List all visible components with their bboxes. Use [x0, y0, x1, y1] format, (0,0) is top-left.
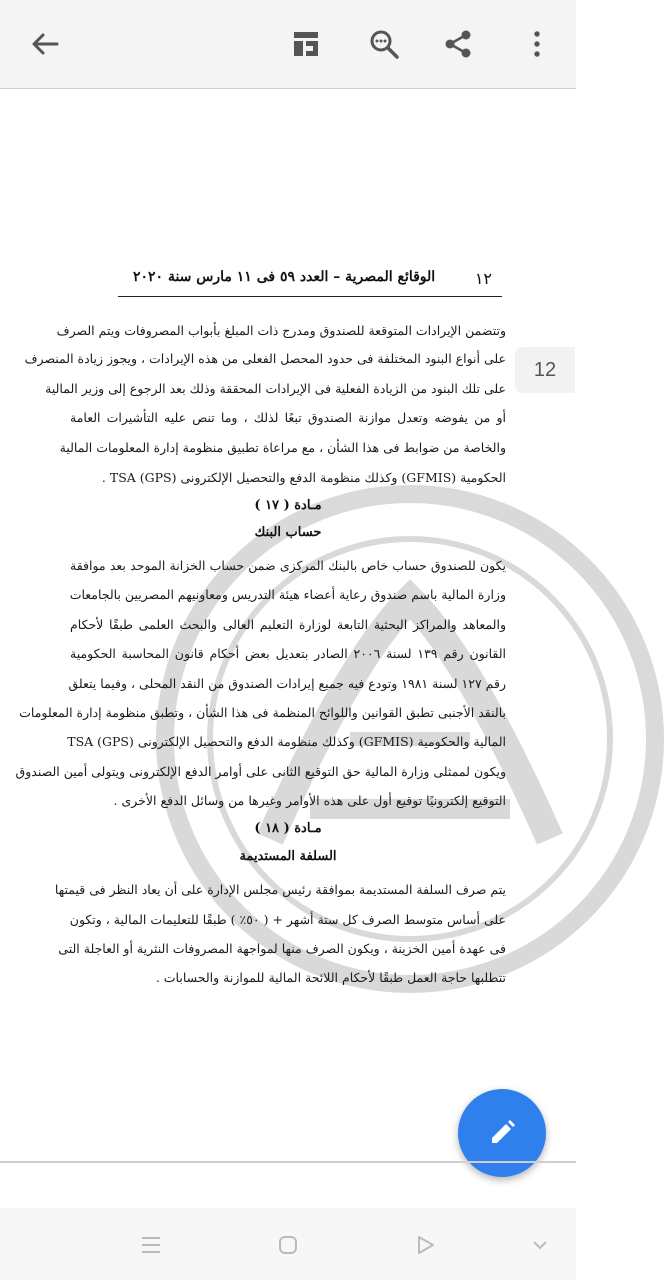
text-line: والمعاهد والمراكز البحثية التابعة لوزارة التعليم العالى والبحث العلمى طبقًا لأحكام — [70, 617, 506, 632]
text-line: على أساس متوسط الصرف كل ستة أشهر + ( ٥٠٪ ) طبقًا للتعليمات المالية ، وتكون — [69, 912, 506, 927]
gazette-header-title: الوقائع المصرية – العدد ٥٩ فى ١١ مارس سنة ٢٠٢٠ — [133, 269, 436, 285]
text-line: القانون رقم ١٣٩ لسنة ٢٠٠٦ الصادر بتعديل بعض أحكام قانون المحاسبة الحكومية — [70, 646, 506, 661]
text-line: يتم صرف السلفة المستديمة بموافقة رئيس مجلس الإدارة على أن يعاد النظر فى قيمتها — [54, 882, 506, 897]
edit-fab-button[interactable] — [458, 1089, 546, 1177]
text-line: على تلك البنود من الزيادة الفعلية فى الإيرادات المحققة وذلك بعد الرجوع إلى وزير المالية — [45, 381, 506, 396]
reading-mode-icon[interactable] — [286, 24, 326, 64]
text-line: الحكومية (GFMIS) وكذلك منظومة الدفع والتحصيل الإلكترونى TSA (GPS) . — [101, 470, 506, 485]
page-header — [125, 269, 500, 295]
text-line: وزارة المالية باسم صندوق رعاية أعضاء هيئة التدريس ومعاونيهم المصريين بالجامعات — [69, 587, 506, 602]
text-line: المالية والحكومية (GFMIS) وكذلك منظومة الدفع والتحصيل الإلكترونى TSA (GPS) — [67, 734, 506, 749]
hide-keyboard-icon[interactable] — [520, 1228, 560, 1262]
back-icon[interactable] — [405, 1228, 445, 1262]
article-17-subtitle: حساب البنك — [254, 525, 322, 540]
text-line: رقم ١٢٧ لسنة ١٩٨١ وتودع فيه جميع إيرادات الصندوق من النقد المحلى ، وفيما يتعلق — [68, 676, 506, 691]
home-icon[interactable] — [268, 1228, 308, 1262]
text-line: يكون للصندوق حساب خاص بالبنك المركزى ضمن حساب الخزانة الموحد بعد موافقة — [70, 558, 506, 573]
page-scroll-divider — [0, 1161, 576, 1163]
more-vertical-icon[interactable] — [517, 24, 557, 64]
top-toolbar — [0, 0, 576, 89]
text-line: أو من يفوضه وتعدل موازنة الصندوق تبعًا لذلك ، وما تنص عليه التأشيرات العامة — [70, 410, 506, 425]
text-line: فى عهدة أمين الخزينة ، ويكون الصرف منها لمواجهة المصروفات النثرية أو العاجلة التى — [58, 941, 506, 956]
page-number: ١٢ — [474, 269, 492, 288]
header-divider — [118, 296, 502, 297]
article-18-title: مـادة ( ١٨ ) — [254, 821, 322, 836]
text-line: على أنواع البنود المختلفة فى حدود المحصل الفعلى من هذه الإيرادات ، ويجوز زيادة المنصرف — [24, 351, 506, 366]
text-line: وتتضمن الإيرادات المتوقعة للصندوق ومدرج ذات المبلغ بأبواب المصروفات ويتم الصرف — [56, 323, 506, 338]
text-line: ويكون لممثلى وزارة المالية حق التوقيع الثانى على أوامر الدفع الإلكترونى ويتولى أمين الصندوق — [15, 764, 506, 779]
share-icon[interactable] — [438, 24, 478, 64]
recent-apps-icon[interactable] — [131, 1228, 171, 1262]
text-line: بالنقد الأجنبى تطبق القوانين واللوائح المنظمة فى هذا الشأن ، وتطبق منظومة إدارة المعلومات — [19, 705, 506, 720]
text-line: التوقيع إلكترونيًا توقيع أول على هذه الأوامر وغيرها من وسائل الدفع الأخرى . — [113, 793, 506, 808]
text-line: تتطلبها حاجة العمل طبقًا لأحكام اللائحة المالية للموازنة والحسابات . — [155, 970, 506, 985]
search-zoom-icon[interactable] — [364, 24, 404, 64]
edit-pencil-icon — [487, 1118, 517, 1148]
system-navigation-bar — [0, 1208, 576, 1280]
text-line: والخاصة من ضوابط فى هذا الشأن ، مع مراعاة تطبيق منظومة إدارة المعلومات المالية — [59, 440, 506, 455]
article-17-title: مـادة ( ١٧ ) — [254, 498, 322, 513]
article-18-subtitle: السلفة المستديمة — [239, 849, 337, 864]
back-arrow-icon[interactable] — [25, 24, 65, 64]
page-indicator-badge: 12 — [515, 347, 575, 393]
